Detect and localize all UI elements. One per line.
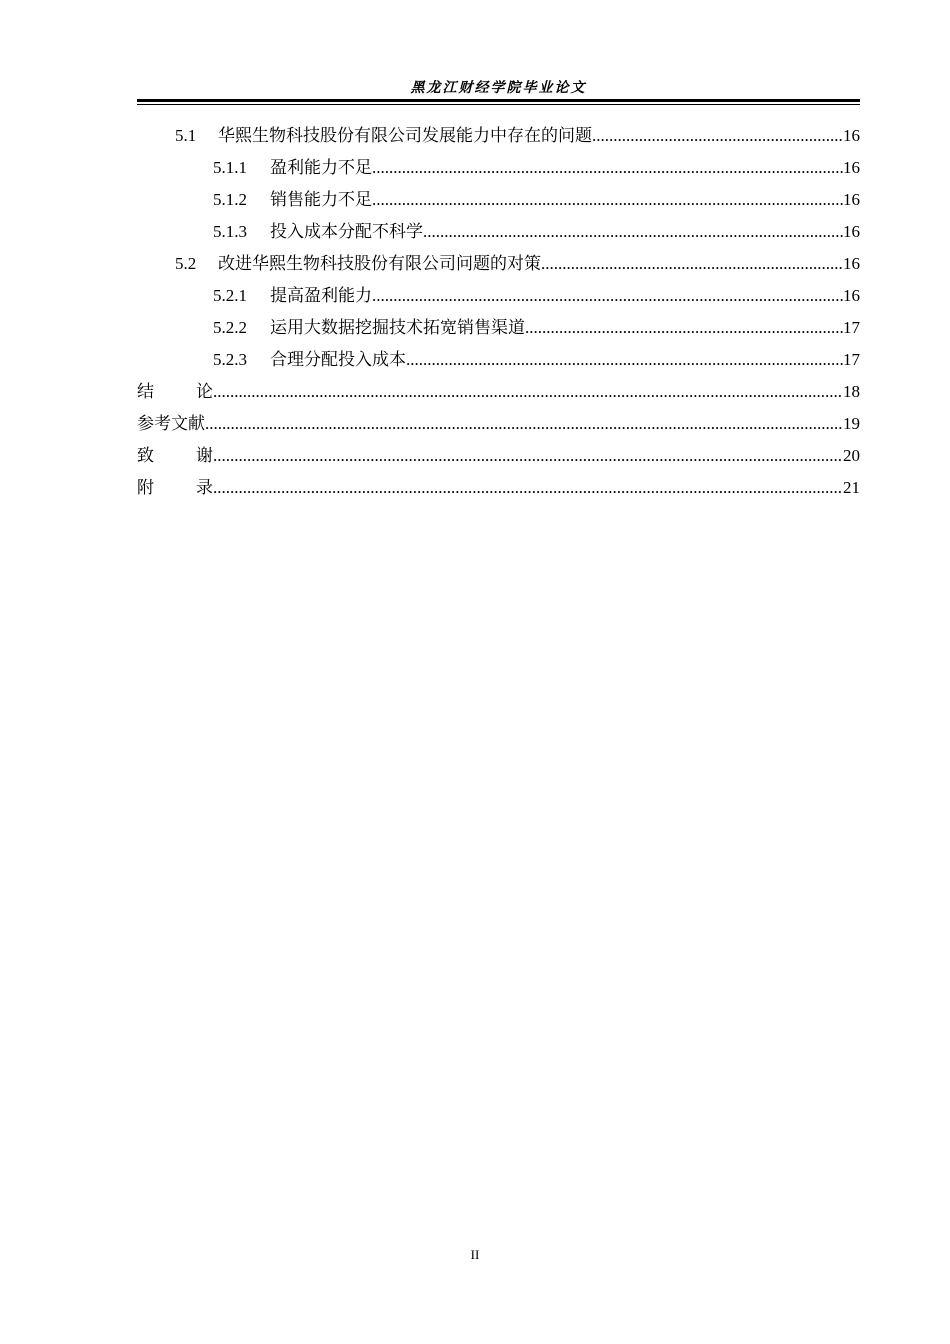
toc-title [137, 440, 213, 472]
toc-dot-leader [372, 280, 843, 312]
toc-dot-leader [406, 344, 843, 376]
toc-page-number: 19 [843, 414, 860, 433]
toc-entry-5-2-3[interactable] [137, 344, 860, 376]
toc-page-number: 17 [843, 350, 860, 369]
toc-number: 5.2.2 [213, 318, 247, 337]
toc-page-number: 16 [843, 190, 860, 209]
page-header-title: 黑龙江财经学院毕业论文 [410, 80, 587, 96]
toc-dot-leader [213, 472, 843, 504]
toc-title-char: 录 [196, 478, 213, 497]
toc-title: 华熙生物科技股份有限公司发展能力中存在的问题 [218, 126, 592, 145]
toc-number: 5.1 [175, 126, 197, 145]
toc-dot-leader [213, 376, 843, 408]
toc-entry-5-2[interactable] [137, 248, 860, 280]
toc-dot-leader [592, 120, 843, 152]
toc-page-number: 18 [843, 382, 860, 401]
toc-entry-5-1-3[interactable] [137, 216, 860, 248]
toc-dot-leader [423, 216, 843, 248]
toc-number: 5.1.3 [213, 222, 247, 241]
toc-page-number: 16 [843, 254, 860, 273]
toc-title: 运用大数据挖掘技术拓宽销售渠道 [270, 318, 525, 337]
toc-page-number: 16 [843, 126, 860, 145]
page-footer-number: II [470, 1247, 480, 1262]
toc-entry-5-2-2[interactable] [137, 312, 860, 344]
toc-title-char: 致 [137, 446, 154, 465]
toc-entry-5-1-1[interactable] [137, 152, 860, 184]
toc-page-number: 16 [843, 222, 860, 241]
toc-dot-leader [525, 312, 843, 344]
toc-dot-leader [205, 408, 843, 440]
toc-entry-acknowledgements[interactable] [137, 440, 860, 472]
toc-title-char: 论 [196, 382, 213, 401]
toc-number: 5.2.1 [213, 286, 247, 305]
toc-entry-5-2-1[interactable] [137, 280, 860, 312]
toc-page-number: 16 [843, 158, 860, 177]
toc-title [137, 472, 213, 504]
toc-entry-references[interactable] [137, 408, 860, 440]
toc-dot-leader [372, 184, 843, 216]
toc-title: 投入成本分配不科学 [270, 222, 423, 241]
toc-number: 5.1.2 [213, 190, 247, 209]
toc-number: 5.2 [175, 254, 197, 273]
toc-dot-leader [541, 248, 843, 280]
toc-page-number: 20 [843, 446, 860, 465]
toc-entry-5-1[interactable] [137, 120, 860, 152]
toc-title: 参考文献 [137, 414, 205, 433]
toc-title: 改进华熙生物科技股份有限公司问题的对策 [218, 254, 541, 273]
toc-number: 5.1.1 [213, 158, 247, 177]
toc-entry-5-1-2[interactable] [137, 184, 860, 216]
toc-title-char: 谢 [196, 446, 213, 465]
toc-number: 5.2.3 [213, 350, 247, 369]
header-rule-thick [137, 99, 860, 102]
toc-entry-appendix[interactable] [137, 472, 860, 504]
table-of-contents [137, 120, 860, 504]
toc-title: 合理分配投入成本 [270, 350, 406, 369]
toc-dot-leader [213, 440, 843, 472]
toc-title: 销售能力不足 [270, 190, 372, 209]
toc-title-char: 结 [137, 382, 154, 401]
toc-page-number: 16 [843, 286, 860, 305]
toc-entry-conclusion[interactable] [137, 376, 860, 408]
header-rule-thin [137, 104, 860, 105]
toc-title: 盈利能力不足 [270, 158, 372, 177]
toc-title [137, 376, 213, 408]
toc-title-char: 附 [137, 478, 154, 497]
toc-page-number: 17 [843, 318, 860, 337]
toc-page-number: 21 [843, 478, 860, 497]
toc-dot-leader [372, 152, 843, 184]
toc-title: 提高盈利能力 [270, 286, 372, 305]
